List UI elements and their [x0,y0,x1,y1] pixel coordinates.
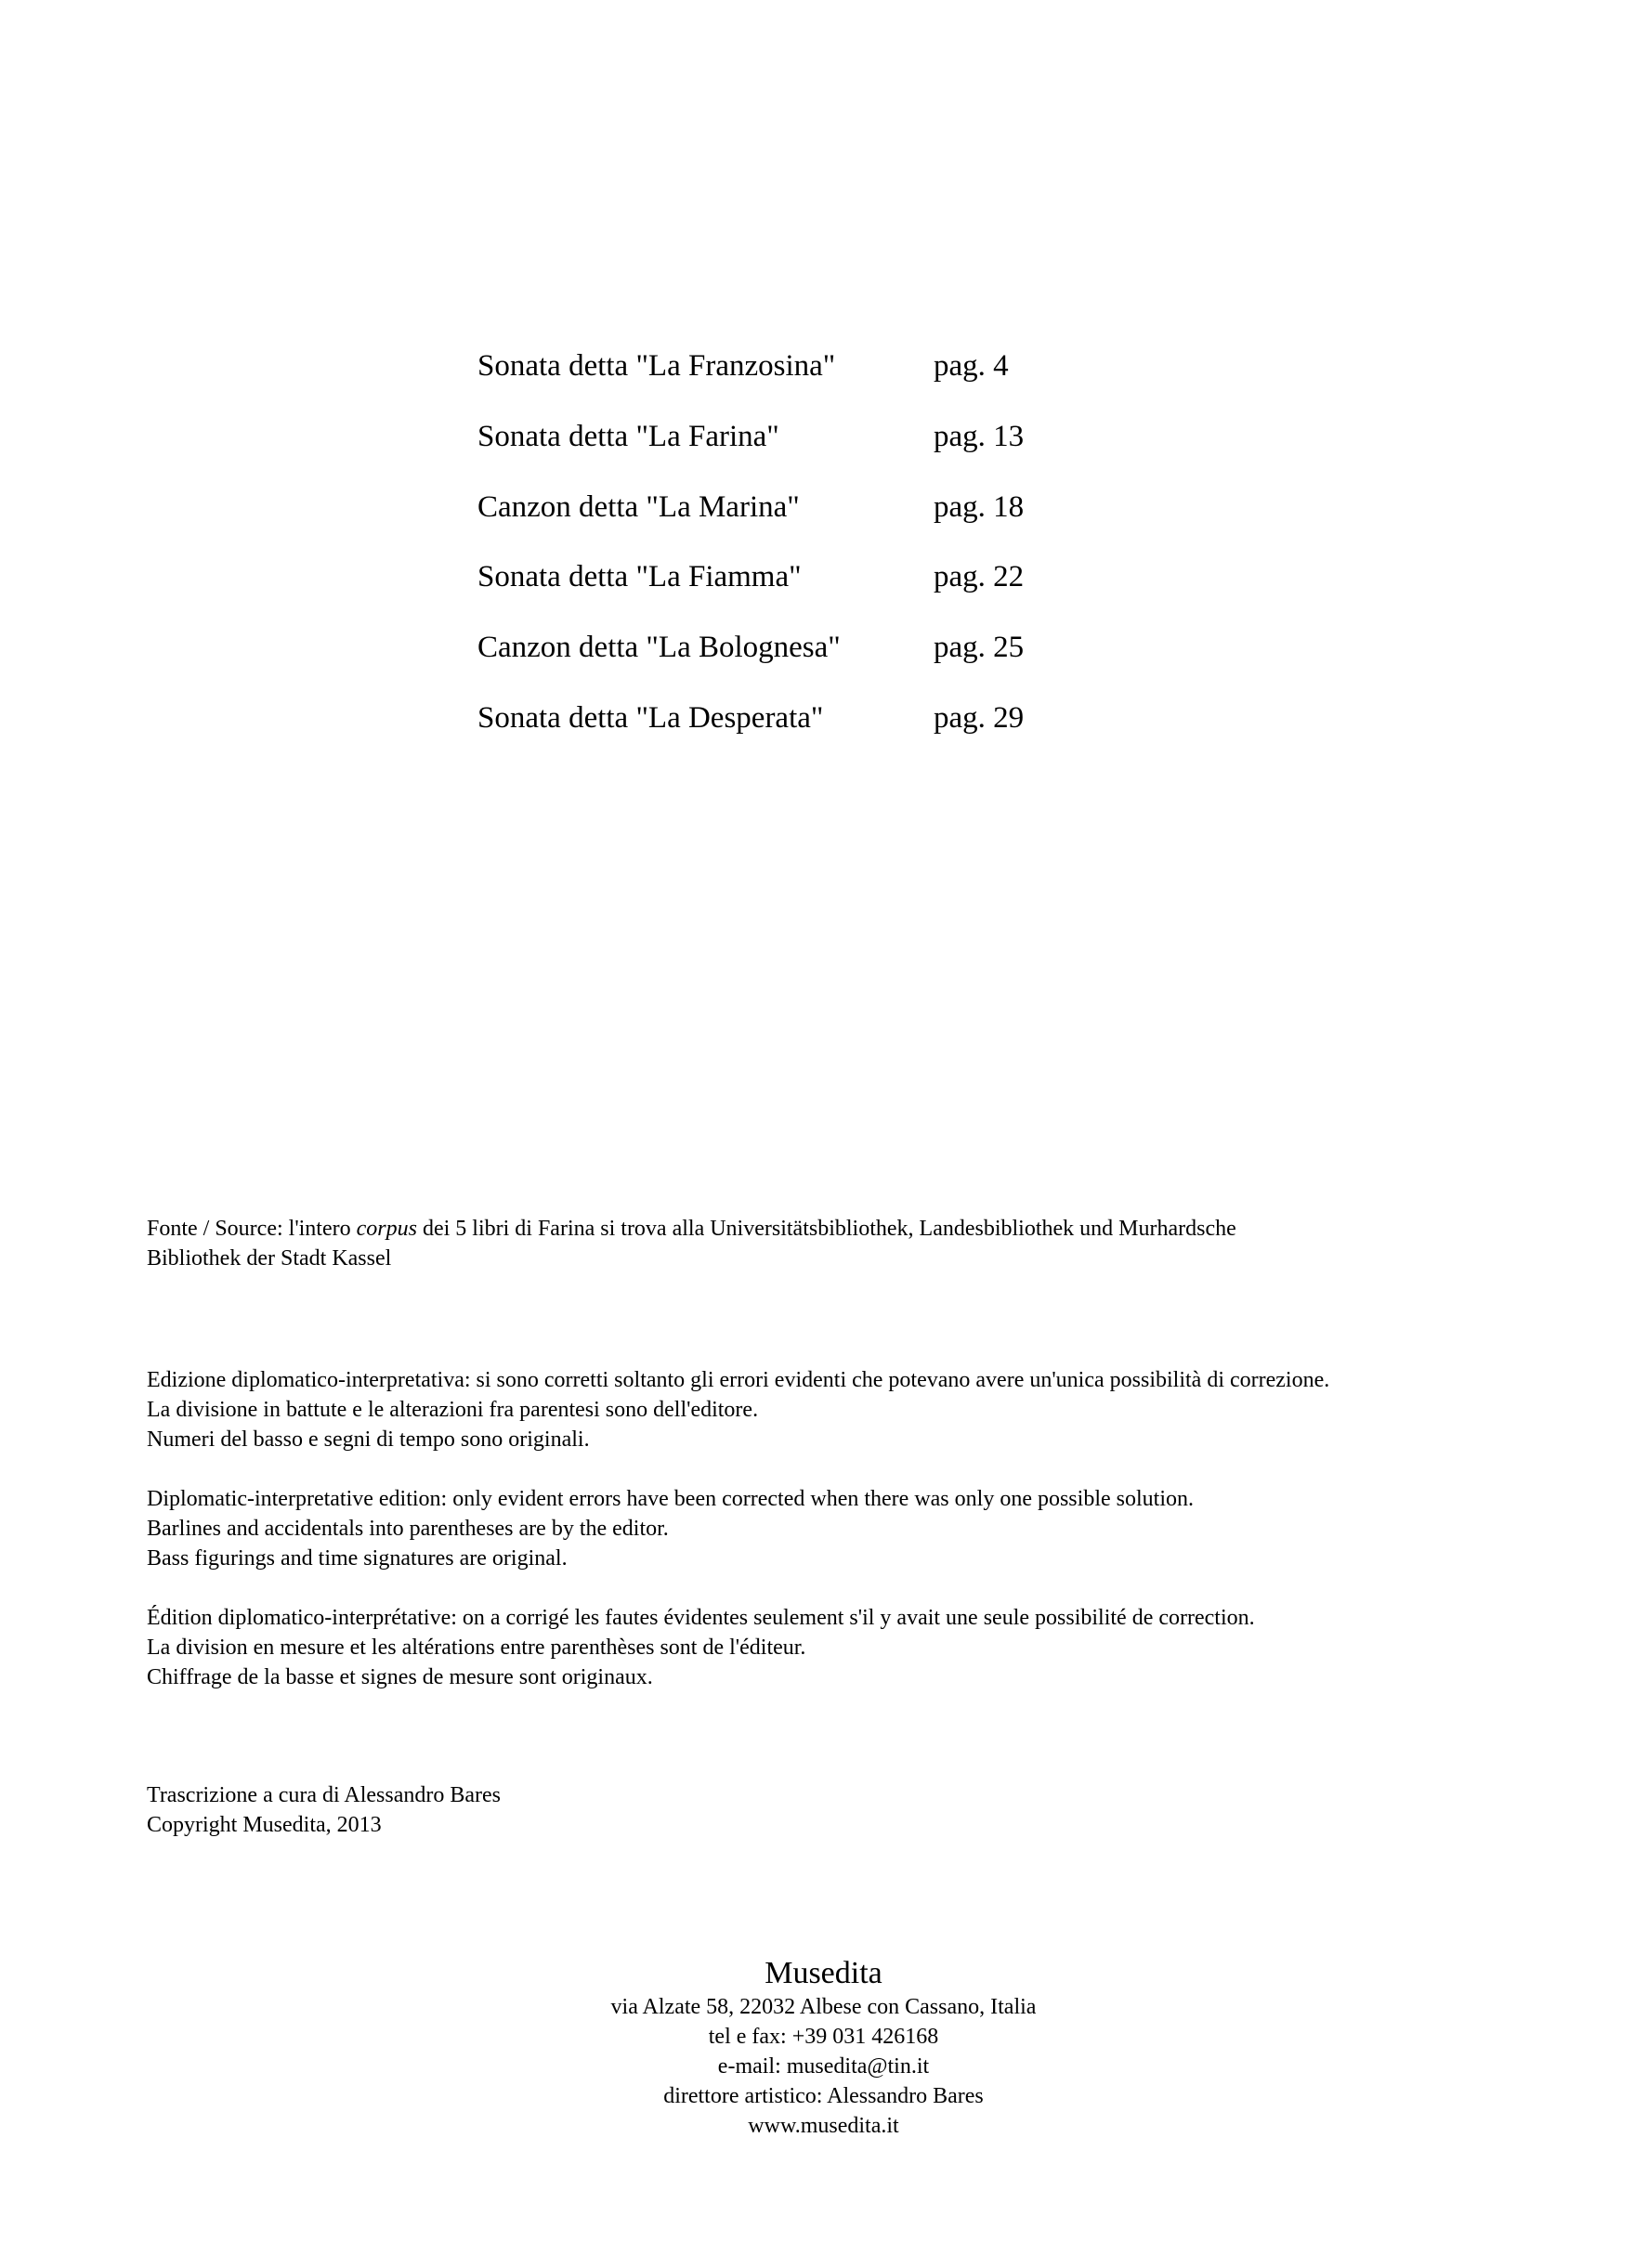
note-line: Chiffrage de la basse et signes de mesure sont originaux. [147,1665,653,1689]
note-line: Barlines and accidentals into parentheses are by the editor. [147,1517,669,1541]
notes-french [147,1603,1329,1692]
toc-title: Sonata detta "La Fiamma" [477,560,802,594]
publisher-info [0,1955,1647,2141]
source-suffix: dei 5 libri di Farina si trova alla Universitätsbibliothek, Landesbibliothek und Murhardsche [416,1217,1236,1241]
publisher-address: via Alzate 58, 22032 Albese con Cassano, Italia [610,1995,1037,2019]
toc-title: Sonata detta "La Farina" [477,419,779,453]
toc-page: pag. 18 [934,489,1025,524]
note-line: La divisione in battute e le alterazioni fra parentesi sono dell'editore. [147,1398,759,1422]
toc-page: pag. 29 [934,700,1025,735]
notes-italian [147,1365,1329,1454]
toc-title: Sonata detta "La Franzosina" [477,349,836,383]
note-line: La division en mesure et les altérations entre parenthèses sont de l'éditeur. [147,1636,806,1660]
note-line: Diplomatic-interpretative edition: only evident errors have been corrected when there was only one possible solution. [147,1487,1194,1511]
publisher-name: Musedita [765,1956,882,1990]
publisher-director: direttore artistico: Alessandro Bares [663,2084,984,2108]
source-note [147,1214,1236,1273]
notes-english [147,1484,1329,1573]
publisher-email[interactable]: e-mail: musedita@tin.it [717,2054,930,2079]
credits [147,1780,501,1840]
toc-page: pag. 13 [934,419,1025,453]
publisher-website[interactable]: www.musedita.it [748,2114,899,2138]
note-line: Edizione diplomatico-interpretativa: si sono corretti soltanto gli errori evidenti che potevano avere un'unica possibilità di correzione. [147,1368,1330,1392]
transcription-credit: Trascrizione a cura di Alessandro Bares [147,1783,501,1807]
source-italic: corpus [356,1217,417,1241]
copyright-notice: Copyright Musedita, 2013 [147,1813,382,1837]
toc-page: pag. 22 [934,560,1025,594]
note-line: Édition diplomatico-interprétative: on a corrigé les fautes évidentes seulement s'il y avait une seule possibilité de correction. [147,1606,1255,1630]
source-prefix: Fonte / Source: l'intero [147,1217,357,1241]
edition-notes [147,1365,1329,1722]
toc-page: pag. 25 [934,631,1025,665]
source-line-1 [147,1214,1236,1244]
toc-title: Canzon detta "La Bolognesa" [477,631,841,665]
note-line: Bass figurings and time signatures are original. [147,1546,568,1571]
toc-page: pag. 4 [934,349,1009,383]
note-line: Numeri del basso e segni di tempo sono originali. [147,1427,590,1452]
publisher-phone: tel e fax: +39 031 426168 [708,2025,939,2049]
source-line-2: Bibliothek der Stadt Kassel [147,1246,392,1271]
toc-title: Sonata detta "La Desperata" [477,700,824,735]
toc-title: Canzon detta "La Marina" [477,489,800,524]
